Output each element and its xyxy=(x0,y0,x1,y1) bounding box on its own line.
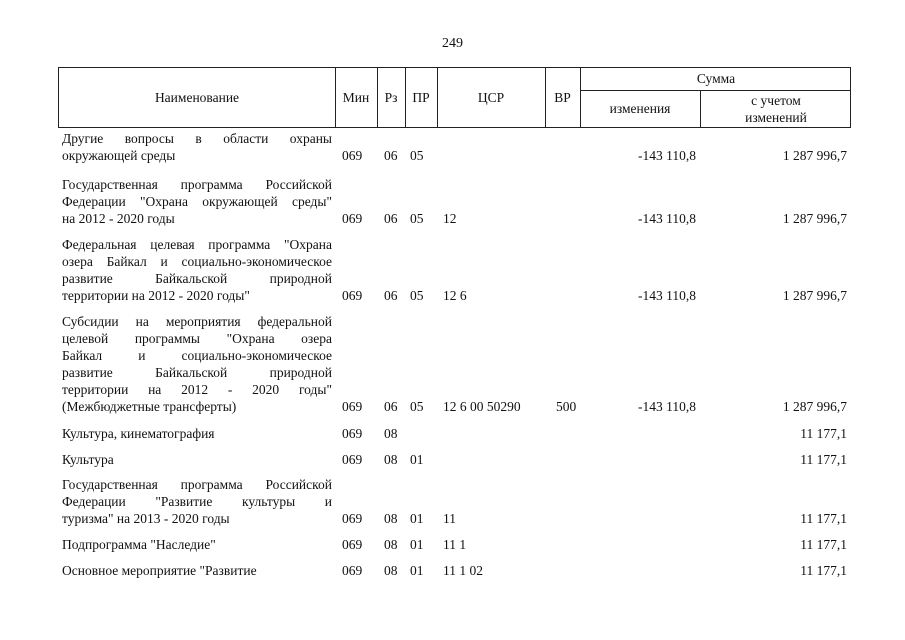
page-number: 249 xyxy=(442,36,463,51)
table-header xyxy=(58,67,851,128)
row-name-line: Байкал и социально-экономическое xyxy=(62,348,332,363)
header-with-changes xyxy=(700,92,852,126)
row-name-line: озера Байкал и социально-экономическое xyxy=(62,254,332,269)
row-name-line: Подпрограмма "Наследие" xyxy=(62,537,216,552)
row-min: 069 xyxy=(342,426,363,441)
row-pr: 01 xyxy=(410,452,424,467)
header-with-changes-line: с учетом xyxy=(751,93,801,108)
row-tot: 11 177,1 xyxy=(800,511,847,526)
row-name-line: туризма" на 2013 - 2020 годы xyxy=(62,511,230,526)
row-rz: 08 xyxy=(384,537,398,552)
header-with-changes-line: изменений xyxy=(745,110,807,125)
row-rz: 06 xyxy=(384,288,398,303)
row-name-line: Государственная программа Российской xyxy=(62,177,332,192)
row-min: 069 xyxy=(342,399,363,414)
row-pr: 01 xyxy=(410,537,424,552)
header-divider xyxy=(580,90,850,91)
row-pr: 01 xyxy=(410,563,424,578)
row-name-line: Культура xyxy=(62,452,114,467)
header-csr: ЦСР xyxy=(477,90,505,105)
row-min: 069 xyxy=(342,563,363,578)
row-pr: 05 xyxy=(410,148,424,163)
row-name xyxy=(62,176,332,227)
header-sum: Сумма xyxy=(696,71,736,86)
row-name xyxy=(62,451,332,468)
row-rz: 06 xyxy=(384,399,398,414)
row-tot: 1 287 996,7 xyxy=(782,211,847,226)
row-name-line: территории на 2012 - 2020 годы" xyxy=(62,288,250,303)
row-rz: 08 xyxy=(384,426,398,441)
row-rz: 08 xyxy=(384,511,398,526)
header-name: Наименование xyxy=(154,90,240,105)
row-name-line: Другие вопросы в области охраны xyxy=(62,131,332,146)
row-chg: -143 110,8 xyxy=(638,288,696,303)
header-vr: ВР xyxy=(554,90,571,105)
row-rz: 08 xyxy=(384,452,398,467)
row-name xyxy=(62,236,332,304)
row-name-line: (Межбюджетные трансферты) xyxy=(62,399,237,414)
row-csr: 12 6 00 50290 xyxy=(443,399,521,414)
row-chg: -143 110,8 xyxy=(638,399,696,414)
row-name-line: Субсидии на мероприятия федеральной xyxy=(62,314,332,329)
row-name-line: Федерации "Охрана окружающей среды" xyxy=(62,194,332,209)
row-min: 069 xyxy=(342,452,363,467)
row-rz: 06 xyxy=(384,148,398,163)
row-name xyxy=(62,536,332,553)
row-name xyxy=(62,425,332,442)
row-name-line: окружающей среды xyxy=(62,148,176,163)
row-rz: 06 xyxy=(384,211,398,226)
row-pr: 05 xyxy=(410,211,424,226)
row-min: 069 xyxy=(342,211,363,226)
header-changes: изменения xyxy=(609,101,671,116)
row-name xyxy=(62,130,332,164)
row-name-line: целевой программы "Охрана озера xyxy=(62,331,332,346)
row-pr: 01 xyxy=(410,511,424,526)
row-chg: -143 110,8 xyxy=(638,148,696,163)
row-min: 069 xyxy=(342,537,363,552)
row-min: 069 xyxy=(342,148,363,163)
row-tot: 11 177,1 xyxy=(800,426,847,441)
row-pr: 05 xyxy=(410,399,424,414)
row-csr: 11 1 xyxy=(443,537,467,552)
row-tot: 1 287 996,7 xyxy=(782,399,847,414)
row-name-line: Основное мероприятие "Развитие xyxy=(62,563,257,578)
row-name-line: Культура, кинематография xyxy=(62,426,215,441)
row-name xyxy=(62,313,332,415)
row-name-line: территории на 2012 - 2020 годы" xyxy=(62,382,332,397)
row-vr: 500 xyxy=(556,399,577,414)
row-name-line: на 2012 - 2020 годы xyxy=(62,211,175,226)
header-pr: ПР xyxy=(412,90,430,105)
row-pr: 05 xyxy=(410,288,424,303)
row-min: 069 xyxy=(342,288,363,303)
row-tot: 11 177,1 xyxy=(800,537,847,552)
row-name-line: развитие Байкальской природной xyxy=(62,365,332,380)
row-name-line: Федерации "Развитие культуры и xyxy=(62,494,332,509)
row-csr: 11 xyxy=(443,511,456,526)
row-name xyxy=(62,476,332,527)
row-csr: 12 6 xyxy=(443,288,467,303)
row-tot: 1 287 996,7 xyxy=(782,148,847,163)
row-csr: 11 1 02 xyxy=(443,563,483,578)
header-rz: Рз xyxy=(384,90,398,105)
row-tot: 11 177,1 xyxy=(800,563,847,578)
row-tot: 11 177,1 xyxy=(800,452,847,467)
row-name-line: развитие Байкальской природной xyxy=(62,271,332,286)
row-name xyxy=(62,562,332,579)
row-rz: 08 xyxy=(384,563,398,578)
row-chg: -143 110,8 xyxy=(638,211,696,226)
row-tot: 1 287 996,7 xyxy=(782,288,847,303)
row-name-line: Федеральная целевая программа "Охрана xyxy=(62,237,332,252)
row-csr: 12 xyxy=(443,211,457,226)
row-min: 069 xyxy=(342,511,363,526)
row-name-line: Государственная программа Российской xyxy=(62,477,332,492)
header-min: Мин xyxy=(342,90,370,105)
